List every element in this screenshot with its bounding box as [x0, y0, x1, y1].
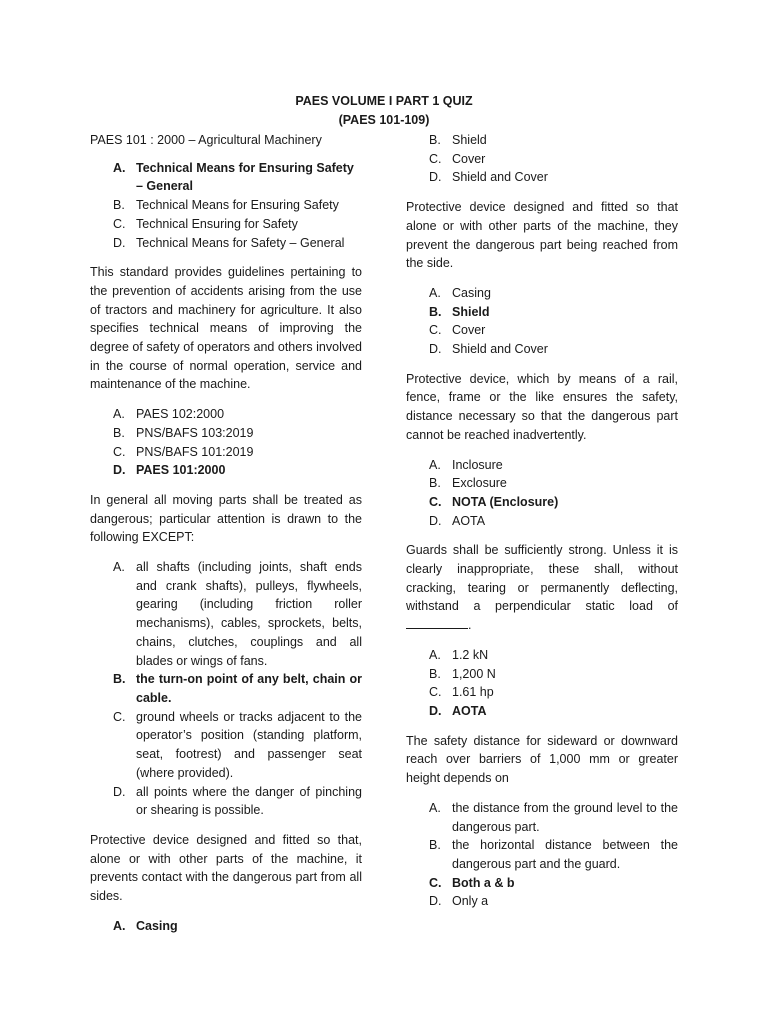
option-list	[90, 159, 362, 253]
option-letter: B.	[113, 425, 125, 440]
answer-option	[90, 405, 362, 424]
option-letter: B.	[429, 666, 441, 681]
option-letter: D.	[429, 894, 442, 909]
option-letter: A.	[113, 160, 126, 175]
option-letter: C.	[429, 494, 442, 509]
option-letter: D.	[113, 235, 126, 250]
option-letter: B.	[113, 672, 126, 687]
option-letter: D.	[429, 703, 442, 718]
option-letter: B.	[429, 838, 441, 853]
page-subtitle: (PAES 101-109)	[338, 113, 430, 127]
answer-option	[406, 474, 678, 493]
answer-option	[90, 234, 362, 253]
option-text: Shield and Cover	[452, 342, 548, 357]
option-text: Technical Means for Ensuring Safety	[136, 198, 339, 213]
question-text: Protective device, which by means of a rail, fence, frame or the like ensures the safety, distance necessary so that the dangerous part cannot be reached inadvertently.	[406, 371, 678, 442]
option-letter: D.	[429, 342, 442, 357]
section-heading: PAES 101 : 2000 – Agricultural Machinery	[90, 133, 322, 147]
option-text: 1,200 N	[452, 666, 496, 681]
option-text: PAES 102:2000	[136, 407, 225, 422]
option-letter: B.	[429, 304, 442, 319]
option-letter: B.	[113, 198, 125, 213]
option-letter: A.	[429, 285, 441, 300]
option-text: the distance from the ground level to the dangerous part.	[452, 800, 678, 834]
option-letter: A.	[113, 407, 125, 422]
option-text: Technical Means for Ensuring Safety – General	[136, 160, 354, 194]
question-text-body: Guards shall be sufficiently strong. Unless it is clearly inappropriate, these shall, without cracking, tearing or permanently deflecting, withstand a perpendicular static load of	[406, 543, 678, 614]
answer-option	[406, 874, 678, 893]
option-list	[90, 405, 362, 480]
answer-option	[406, 131, 678, 150]
answer-option	[406, 303, 678, 322]
option-text: all points where the danger of pinching or shearing is possible.	[136, 784, 362, 818]
question-text: This standard provides guidelines pertaining to the prevention of accidents arising from the use of tractors and machinery for agriculture. It also specifies technical means of improving the degree of safety of operators and others involved in the course of normal operation, service and maintenance of the machine.	[90, 265, 362, 392]
option-list	[90, 558, 362, 820]
option-letter: C.	[429, 323, 442, 338]
option-letter: D.	[113, 784, 126, 799]
page-title: PAES VOLUME I PART 1 QUIZ	[295, 94, 473, 108]
option-list	[406, 646, 678, 721]
option-text: Shield and Cover	[452, 170, 548, 185]
answer-option	[406, 456, 678, 475]
option-list	[406, 284, 678, 359]
option-text: Casing	[452, 285, 491, 300]
answer-option	[406, 493, 678, 512]
answer-option	[406, 340, 678, 359]
answer-option	[90, 424, 362, 443]
right-column	[406, 131, 678, 922]
answer-option	[406, 892, 678, 911]
option-letter: A.	[113, 918, 126, 933]
option-text: Only a	[452, 894, 489, 909]
answer-option	[406, 150, 678, 169]
option-text: PNS/BAFS 103:2019	[136, 425, 254, 440]
answer-option	[406, 702, 678, 721]
answer-option	[90, 215, 362, 234]
answer-option	[90, 708, 362, 783]
answer-option	[90, 461, 362, 480]
answer-option	[90, 443, 362, 462]
answer-option	[406, 836, 678, 873]
question-text: Protective device designed and fitted so that alone or with other parts of the machine, they prevent the dangerous part being reached from the side.	[406, 200, 678, 271]
answer-option	[406, 284, 678, 303]
option-list	[406, 131, 678, 187]
question-text: In general all moving parts shall be treated as dangerous; particular attention is drawn to the following EXCEPT:	[90, 492, 362, 545]
answer-option	[90, 159, 362, 196]
answer-option	[406, 646, 678, 665]
option-letter: A.	[429, 647, 441, 662]
answer-option	[406, 512, 678, 531]
option-letter: B.	[429, 133, 441, 147]
option-letter: C.	[429, 875, 442, 890]
option-text: PAES 101:2000	[136, 463, 226, 478]
option-text: PNS/BAFS 101:2019	[136, 444, 254, 459]
option-text: Cover	[452, 323, 486, 338]
answer-option	[90, 783, 362, 820]
question-text: Protective device designed and fitted so that, alone or with other parts of the machine, it prevents contact with the dangerous part from all sides.	[90, 832, 362, 904]
option-text: Both a & b	[452, 875, 515, 890]
question-text-end: .	[468, 618, 472, 633]
option-letter: A.	[429, 457, 441, 472]
option-text: the turn-on point of any belt, chain or cable.	[136, 672, 362, 705]
option-text: Cover	[452, 151, 486, 166]
left-column	[90, 131, 362, 946]
answer-option	[406, 665, 678, 684]
option-text: 1.2 kN	[452, 647, 489, 662]
option-letter: C.	[113, 216, 126, 231]
option-text: AOTA	[452, 703, 487, 718]
option-text: Technical Means for Safety – General	[136, 235, 345, 250]
option-text: Exclosure	[452, 476, 507, 491]
answer-blank	[406, 616, 468, 629]
answer-option	[406, 321, 678, 340]
answer-option	[406, 168, 678, 187]
option-text: ground wheels or tracks adjacent to the operator’s position (standing platform, seat, footrest) and passenger seat (where provided).	[136, 709, 362, 780]
answer-option	[90, 196, 362, 215]
option-letter: C.	[113, 709, 126, 724]
answer-option	[406, 799, 678, 836]
answer-option	[406, 683, 678, 702]
question-text: The safety distance for sideward or downward reach over barriers of 1,000 mm or greater height depends on	[406, 733, 678, 786]
option-text: Casing	[136, 918, 178, 933]
option-text: 1.61 hp	[452, 685, 494, 700]
option-letter: A.	[429, 800, 441, 815]
option-text: the horizontal distance between the dangerous part and the guard.	[452, 838, 678, 871]
option-letter: D.	[113, 463, 126, 478]
answer-option	[90, 670, 362, 707]
option-list	[406, 456, 678, 531]
option-list	[406, 799, 678, 911]
option-text: NOTA (Enclosure)	[452, 494, 559, 509]
option-text: Shield	[452, 133, 487, 147]
option-text: all shafts (including joints, shaft ends and crank shafts), pulleys, flywheels, gearing (including friction roller mechanisms), cables, sprockets, belts, chains, clutches, couplings and all blades or wings of fans.	[136, 560, 362, 668]
answer-option	[90, 917, 362, 936]
option-text: Technical Ensuring for Safety	[136, 216, 298, 231]
option-text: Shield	[452, 304, 490, 319]
option-text: AOTA	[452, 513, 486, 528]
option-letter: C.	[429, 151, 442, 166]
option-letter: B.	[429, 476, 441, 491]
option-text: Inclosure	[452, 457, 503, 472]
option-list	[90, 917, 362, 936]
answer-option	[90, 558, 362, 670]
option-letter: C.	[113, 444, 126, 459]
option-letter: A.	[113, 560, 125, 575]
option-letter: C.	[429, 685, 442, 700]
option-letter: D.	[429, 170, 442, 185]
question-text	[406, 541, 678, 635]
option-letter: D.	[429, 513, 442, 528]
